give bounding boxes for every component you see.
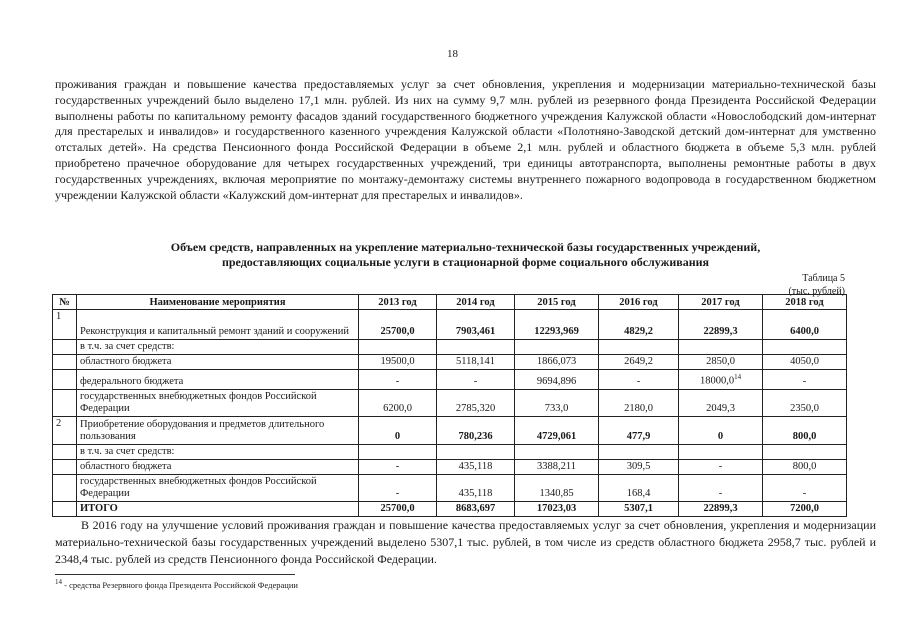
footnote [55,578,298,590]
row-value [679,416,763,444]
value-text: 19500,0 [380,356,415,367]
value-text: 2785,320 [455,402,496,414]
total-value: 17023,03 [515,501,599,516]
row-number [53,444,77,459]
row-name: государственных внебюджетных фондов Российской Федерации [77,389,359,416]
value-text: 4829,2 [624,326,653,337]
row-value [679,355,763,370]
value-text: 3388,211 [537,460,576,472]
row-number [53,474,77,501]
row-value [359,340,437,355]
row-value [437,416,515,444]
table-header-cell: 2017 год [679,295,763,310]
table-row [53,389,847,416]
footnote-reference: 14 [734,373,742,381]
table-total-row [53,501,847,516]
row-value [437,340,515,355]
row-value [359,389,437,416]
row-value [359,355,437,370]
row-value [763,355,847,370]
row-name: в т.ч. за счет средств: [77,444,359,459]
table-row [53,474,847,501]
row-value [599,370,679,390]
row-value [679,340,763,355]
table-header-cell: 2013 год [359,295,437,310]
row-value [437,444,515,459]
row-name: государственных внебюджетных фондов Российской Федерации [77,474,359,501]
total-value: 22899,3 [679,501,763,516]
table-row [53,370,847,390]
table-header-cell: Наименование мероприятия [77,295,359,310]
value-text: 9694,896 [536,375,577,387]
row-number: 2 [53,416,77,444]
row-value [515,370,599,390]
total-label: ИТОГО [77,501,359,516]
row-number [53,459,77,474]
row-value [515,389,599,416]
footnote-marker: 14 [55,578,62,586]
row-name: Приобретение оборудования и предметов длительного пользования [77,416,359,444]
value-text: 18000,0 [699,375,735,387]
value-text: - [718,487,723,499]
value-text: 12293,969 [534,326,579,337]
value-text: - [395,487,400,499]
total-row-number [53,501,77,516]
value-text: 7903,461 [455,326,496,337]
row-number [53,370,77,390]
row-value [437,370,515,390]
value-text: 477,9 [626,430,651,442]
row-value [515,310,599,340]
total-value: 8683,697 [437,501,515,516]
row-value [599,474,679,501]
value-text: 435,118 [458,487,493,499]
row-number [53,389,77,416]
page-number: 18 [447,48,458,60]
value-text: 4729,061 [536,430,577,442]
row-value [437,355,515,370]
row-value [599,340,679,355]
value-text: 25700,0 [380,326,415,337]
value-text: 4050,0 [790,356,819,367]
row-value [437,459,515,474]
row-value [679,389,763,416]
value-text: 1866,073 [536,356,577,367]
table-unit: (тыс. рублей) [788,286,845,297]
total-value: 7200,0 [763,501,847,516]
footnote-text: - средства Резервного фонда Президента Российской Федерации [62,579,298,590]
closing-paragraph: В 2016 году на улучшение условий проживания граждан и повышение качества предоставляемых услуг за счет обновления, укрепления и модернизации материально-технической базы государственных учреждений выделено 5307,1 тыс. рублей, в том числе из средств областного бюджета 2958,7 тыс. рублей и 2348,4 тыс. рублей из средств Пенсионного фонда Российской Федерации. [55,518,876,566]
row-value [515,444,599,459]
value-text: 2049,3 [706,402,735,414]
table-row [53,416,847,444]
value-text: 0 [717,430,724,442]
row-value [763,416,847,444]
value-text: - [802,487,807,499]
table-title [55,240,876,270]
row-value [359,370,437,390]
expenditure-table [52,294,847,517]
row-value [515,474,599,501]
table-title-line-2: предоставляющих социальные услуги в стационарной форме социального обслуживания [221,255,710,269]
value-text: 435,118 [458,460,493,472]
value-text: 6400,0 [790,326,819,337]
table-row [53,340,847,355]
row-value [763,389,847,416]
value-text: 2649,2 [624,356,653,367]
table-row [53,355,847,370]
value-text: 5118,141 [456,356,495,367]
value-text: 2350,0 [790,402,819,414]
row-value [599,389,679,416]
total-value: 5307,1 [599,501,679,516]
value-text: 2180,0 [624,402,653,414]
table-row [53,459,847,474]
row-value [763,370,847,390]
total-value: 25700,0 [359,501,437,516]
row-value [763,340,847,355]
table-label: Таблица 5 [802,273,845,284]
value-text: 309,5 [626,460,651,472]
row-value [679,310,763,340]
row-value [679,459,763,474]
table-header-cell: 2018 год [763,295,847,310]
row-value [359,474,437,501]
row-value [359,416,437,444]
row-value [437,310,515,340]
row-value [679,474,763,501]
row-value [515,340,599,355]
value-text: 168,4 [626,487,651,499]
value-text: 780,236 [458,430,493,442]
row-number [53,355,77,370]
footnote-divider [55,574,295,575]
value-text: - [395,375,400,387]
value-text: - [802,375,807,387]
table-header-cell: № [53,295,77,310]
table-header-cell: 2014 год [437,295,515,310]
intro-paragraph: проживания граждан и повышение качества предоставляемых услуг за счет обновления, укрепления и модернизации материально-технической базы государственных учреждений было выделено 17,1 млн. рублей. Из них на сумму 9,7 млн. рублей из резервного фонда Президента Российской Федерации выполнены работы по капитальному ремонту фасадов зданий государственного бюджетного учреждения Калужской области «Новослободский дом-интернат для престарелых и инвалидов» и государственного казенного учреждения Калужской области «Полотняно-Заводской детский дом-интернат для умственно отсталых детей». На средства Пенсионного фонда Российской Федерации в объеме 2,1 млн. рублей и областного бюджета в объеме 5,3 млн. рублей приобретено прачечное оборудование для четырех государственных учреждений, три единицы автотранспорта, выполнены ремонтные работы в двух государственных учреждениях, включая мероприятие по монтажу-демонтажу системы внутреннего пожарного водопровода в государственном бюджетном учреждении Калужской области «Калужский дом-интернат для престарелых и инвалидов». [55,77,876,202]
row-value [437,389,515,416]
table-title-line-1: Объем средств, направленных на укрепление материально-технической базы государственных учреждений, [170,240,761,254]
row-name: областного бюджета [77,459,359,474]
row-value [515,459,599,474]
value-text: 0 [394,430,401,442]
row-value [599,355,679,370]
row-number: 1 [53,310,77,340]
row-value [359,310,437,340]
table-header-row [53,295,847,310]
row-name: в т.ч. за счет средств: [77,340,359,355]
row-value [599,444,679,459]
row-value [359,459,437,474]
value-text: 2850,0 [706,356,735,367]
row-number [53,340,77,355]
row-value [679,370,763,390]
table-header-cell: 2016 год [599,295,679,310]
row-value [763,474,847,501]
row-value [515,416,599,444]
row-value [763,310,847,340]
table-row [53,444,847,459]
table-row [53,310,847,340]
row-value [515,355,599,370]
table-header-cell: 2015 год [515,295,599,310]
row-name: Реконструкция и капитальный ремонт зданий и сооружений [77,310,359,340]
value-text: 6200,0 [383,402,412,414]
row-value [599,459,679,474]
row-value [763,459,847,474]
row-value [437,474,515,501]
value-text: 800,0 [792,430,817,442]
value-text: 800,0 [792,460,817,472]
row-name: федерального бюджета [77,370,359,390]
value-text: 1340,85 [539,487,574,499]
value-text: - [473,375,478,387]
row-value [359,444,437,459]
row-name: областного бюджета [77,355,359,370]
value-text: - [395,460,400,472]
value-text: - [636,375,641,387]
value-text: 22899,3 [703,326,738,337]
value-text: - [718,460,723,472]
row-value [599,310,679,340]
row-value [763,444,847,459]
row-value [599,416,679,444]
row-value [679,444,763,459]
value-text: 733,0 [544,402,569,414]
